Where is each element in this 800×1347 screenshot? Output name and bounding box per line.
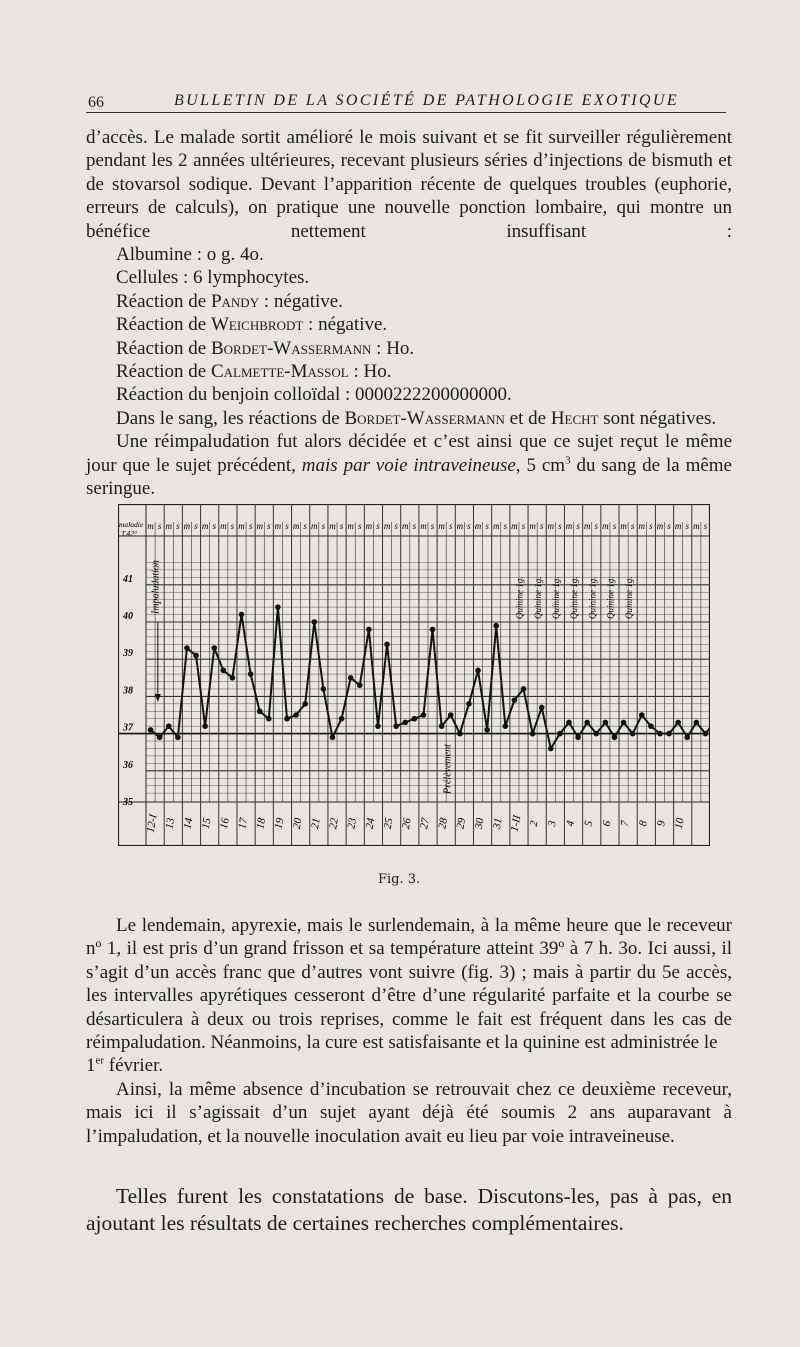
slot-label: s <box>376 521 380 531</box>
slot-label: m <box>547 521 555 531</box>
paragraph-intro: d’accès. Le malade sortit amélioré le mois suivant et se fit surveiller régulièrement pendant les 2 années ultérieures, recevant plusieurs séries d’injections de bismuth et de stovarsol sodique. Devant l’apparition récente de quelques troubles (euphorie, erreurs de calculs), on pratique une nouvelle ponction lombaire, qui montre un bénéfice nettement insuffisant : <box>86 127 732 242</box>
result-calmette-massol: Réaction de Calmette-Massol : Ho. <box>116 361 392 383</box>
day-label: 5 <box>582 819 596 828</box>
temperature-point <box>666 731 672 737</box>
temperature-point <box>539 705 545 711</box>
slot-label: m <box>383 521 391 531</box>
impaludation-arrowhead <box>155 694 161 702</box>
day-label: 13 <box>163 817 178 830</box>
figure-caption: Fig. 3. <box>378 872 421 887</box>
slot-label: m <box>183 521 191 531</box>
slot-label: s <box>321 521 326 531</box>
temperature-point <box>466 701 472 707</box>
day-label: 6 <box>600 819 614 828</box>
temperature-point <box>439 723 445 729</box>
temperature-point <box>493 623 499 629</box>
body-text-final <box>86 1183 732 1237</box>
corner-label-line2: T.42° <box>121 529 137 538</box>
slot-label: m <box>165 521 172 531</box>
day-label: 9 <box>655 819 668 828</box>
slot-label: m <box>456 521 464 531</box>
result-pandy: Réaction de Pandy : négative. <box>116 290 343 312</box>
slot-label: s <box>394 521 398 531</box>
slot-label: m <box>238 521 245 531</box>
slot-label: s <box>212 521 216 531</box>
temperature-point <box>412 716 418 722</box>
temperature-point <box>221 668 227 674</box>
day-label: 23 <box>345 817 360 830</box>
temperature-point <box>202 723 208 729</box>
slot-label: m <box>620 521 627 531</box>
temperature-point <box>339 716 345 722</box>
slot-label: s <box>339 521 344 531</box>
slot-label: m <box>438 521 445 531</box>
quinine-label: Quinine 1g. <box>532 576 543 619</box>
impaludation-label: Impaludation <box>150 560 162 614</box>
slot-label: m <box>147 521 154 531</box>
temperature-point <box>530 731 536 737</box>
day-label: 10 <box>672 817 687 830</box>
temperature-point <box>639 712 645 718</box>
temperature-point <box>448 712 454 718</box>
paragraph-telles: Telles furent les constatations de base. Discutons-les, pas à pas, en ajoutant les résultats de certaines recherches complémentaires. <box>86 1184 732 1235</box>
slot-label: s <box>230 521 235 531</box>
slot-label: s <box>412 521 417 531</box>
slot-label: m <box>583 521 591 531</box>
temperature-point <box>148 727 154 733</box>
temperature-point <box>348 675 354 681</box>
temperature-point <box>457 731 463 737</box>
header-rule <box>86 112 726 113</box>
paragraph-lendemain: Le lendemain, apyrexie, mais le surlendemain, à la même heure que le receveur nº 1, il est pris d’un grand frisson et sa température atteint 39º à 7 h. 3o. Ici aussi, il s’agit d’un accès franc que d’autres vont suivre (fig. 3) ; mais à partir du 5e accès, les intervalles apyrétiques cesseront d’être d’une régularité parfaite et la courbe se désarticulera à deux ou trois reprises, comme le fait est fréquent dans les cas de réimpaludation. Néanmoins, la cure est satisfaisante et la quinine est administrée le <box>86 915 732 1054</box>
temperature-point <box>648 723 654 729</box>
slot-label: s <box>267 521 271 531</box>
day-label: 15 <box>199 817 214 830</box>
temperature-point <box>566 720 572 726</box>
result-benjoin: Réaction du benjoin colloïdal : 0000222200000000. <box>116 384 512 406</box>
temperature-point <box>430 627 436 633</box>
slot-label: m <box>492 521 500 531</box>
slot-label: m <box>347 521 354 531</box>
slot-label: s <box>685 521 690 531</box>
temperature-point <box>193 653 199 659</box>
body-text-bottom <box>86 914 732 1148</box>
temperature-point <box>284 716 290 722</box>
temperature-point <box>503 723 509 729</box>
temperature-point <box>630 731 636 737</box>
slot-label: m <box>329 521 336 531</box>
slot-label: m <box>693 521 700 531</box>
temperature-point <box>330 735 336 741</box>
day-label: 18 <box>254 817 269 830</box>
temperature-point <box>357 682 363 688</box>
slot-label: s <box>576 521 580 531</box>
slot-label: m <box>511 521 518 531</box>
temperature-point <box>375 723 381 729</box>
quinine-label: Quinine 1g. <box>587 576 598 619</box>
day-label: 1-II <box>508 814 524 833</box>
page-number: 66 <box>88 94 104 111</box>
y-tick-label: 35 <box>123 797 133 808</box>
slot-label: s <box>157 521 162 531</box>
slot-label: m <box>474 521 482 531</box>
temperature-point <box>484 727 490 733</box>
day-label: 22 <box>327 817 341 830</box>
y-tick-labels <box>122 574 134 808</box>
day-label: 8 <box>636 819 650 828</box>
slot-label: m <box>311 521 318 531</box>
slot-label: m <box>529 521 536 531</box>
temperature-point <box>703 731 709 737</box>
quinine-label: Quinine 1g. <box>569 576 580 619</box>
slot-label: m <box>292 521 300 531</box>
temperature-point <box>612 735 618 741</box>
temperature-point <box>211 645 217 651</box>
temperature-point <box>293 712 299 718</box>
temperature-point <box>184 645 190 651</box>
slot-label: s <box>667 521 671 531</box>
slot-label: s <box>503 521 508 531</box>
body-text-top <box>86 126 732 501</box>
day-label: 24 <box>363 817 378 830</box>
day-labels <box>145 812 687 833</box>
temperature-point <box>475 668 481 674</box>
chart-grid <box>118 504 710 846</box>
slot-label: m <box>402 521 409 531</box>
slot-label: s <box>594 521 599 531</box>
temperature-chart <box>118 504 710 846</box>
paragraph-sang: Dans le sang, les réactions de Bordet-Wassermann et de Hecht sont négatives. <box>116 407 717 429</box>
slot-label: s <box>176 521 180 531</box>
temperature-point <box>584 720 590 726</box>
quinine-label: Quinine 1g. <box>514 576 525 619</box>
day-label: 7 <box>618 819 632 828</box>
slot-label: s <box>358 521 362 531</box>
slot-label: s <box>303 521 307 531</box>
day-label: 3 <box>546 819 559 828</box>
temperature-point <box>239 612 245 618</box>
temperature-point <box>366 627 372 633</box>
day-label: 12-I <box>144 813 160 834</box>
chart-frame <box>119 505 710 846</box>
corner-label-line1: maladie <box>119 520 144 529</box>
slot-label: m <box>256 521 263 531</box>
slot-label: s <box>630 521 635 531</box>
slot-label: m <box>674 521 682 531</box>
day-label: 27 <box>418 817 432 830</box>
day-label: 19 <box>272 817 287 830</box>
day-label: 20 <box>290 817 305 830</box>
day-label: 2 <box>527 819 541 828</box>
day-label: 14 <box>181 817 196 830</box>
prelevement-label: Prélèvement <box>442 744 454 794</box>
slot-label: s <box>558 521 562 531</box>
day-label: 4 <box>564 819 577 828</box>
result-bordet-wassermann: Réaction de Bordet-Wassermann : Ho. <box>116 337 415 359</box>
temperature-point <box>384 642 390 648</box>
temperature-point <box>421 712 427 718</box>
quinine-label: Quinine 1g. <box>605 576 616 619</box>
temperature-point <box>230 675 236 681</box>
day-label: 16 <box>218 817 232 830</box>
temperature-point <box>266 716 272 722</box>
day-label: 30 <box>472 817 487 830</box>
slot-label: m <box>656 521 664 531</box>
result-cellules: Cellules : 6 lymphocytes. <box>116 267 310 289</box>
slot-label: s <box>285 521 289 531</box>
slot-label: m <box>638 521 646 531</box>
temperature-point <box>593 731 599 737</box>
temperature-point <box>684 735 690 741</box>
day-label: 28 <box>436 817 451 830</box>
temperature-point <box>521 686 527 692</box>
temperature-point <box>311 619 317 625</box>
paragraph-lendemain-end: 1er février. <box>86 1055 164 1077</box>
temperature-point <box>402 720 408 726</box>
result-albumine: Albumine : o g. 4o. <box>116 244 264 266</box>
day-label: 21 <box>309 817 323 830</box>
temperature-point <box>321 686 327 692</box>
y-tick-label: 37 <box>123 722 133 734</box>
temperature-point <box>621 720 627 726</box>
slot-label: s <box>539 521 544 531</box>
quinine-label: Quinine 1g. <box>623 576 634 619</box>
slot-label: s <box>248 521 253 531</box>
temperature-point <box>512 697 518 703</box>
temperature-point <box>675 720 681 726</box>
slot-label: m <box>565 521 573 531</box>
slot-label: s <box>430 521 435 531</box>
temperature-point <box>393 723 399 729</box>
day-label: 29 <box>454 817 469 830</box>
temperature-point <box>257 708 263 714</box>
temperature-point <box>302 701 308 707</box>
slot-label: m <box>602 521 609 531</box>
slot-label: s <box>194 521 198 531</box>
slot-labels <box>147 521 707 531</box>
temperature-points <box>148 604 710 751</box>
slot-label: m <box>201 521 209 531</box>
result-weichbrodt: Réaction de Weichbrodt : négative. <box>116 314 388 336</box>
slot-label: m <box>365 521 373 531</box>
slot-label: s <box>448 521 453 531</box>
temperature-point <box>157 735 163 741</box>
slot-label: s <box>485 521 489 531</box>
temperature-point <box>548 746 554 752</box>
slot-label: m <box>420 521 427 531</box>
temperature-point <box>248 671 254 677</box>
y-tick-label: 39 <box>123 648 133 660</box>
temperature-point <box>166 723 172 729</box>
temperature-point <box>603 720 609 726</box>
temperature-point <box>694 720 700 726</box>
slot-label: s <box>467 521 471 531</box>
y-tick-label: 36 <box>123 759 133 771</box>
y-tick-label: 41 <box>123 573 133 585</box>
slot-label: m <box>220 521 227 531</box>
paragraph-ainsi: Ainsi, la même absence d’incubation se retrouvait chez ce deuxième receveur, mais ici il s’agissait d’un sujet ayant déjà été soumis 2 ans auparavant à l’impaludation, et la nouvelle inoculation avait eu lieu par voie intraveineuse. <box>86 1078 732 1147</box>
day-label: 31 <box>490 817 505 830</box>
temperature-point <box>657 731 663 737</box>
quinine-label: Quinine 1g. <box>550 576 561 619</box>
temperature-point <box>557 731 563 737</box>
slot-label: m <box>274 521 282 531</box>
temperature-point <box>575 735 581 741</box>
day-label: 17 <box>236 817 250 830</box>
slot-label: s <box>521 521 526 531</box>
slot-label: s <box>649 521 653 531</box>
paragraph-reimpaludation: Une réimpaludation fut alors décidée et c’est ainsi que ce sujet reçut le même jour que le sujet précédent, mais par voie intraveineuse, 5 $cm^3$ du sang de la même seringue. <box>86 431 732 500</box>
temperature-point <box>275 604 281 610</box>
slot-label: s <box>703 521 708 531</box>
journal-title: BULLETIN DE LA SOCIÉTÉ DE PATHOLOGIE EXOTIQUE <box>174 92 680 109</box>
chart-annotations <box>151 560 634 795</box>
temperature-point <box>175 735 181 741</box>
day-label: 25 <box>381 817 396 830</box>
y-tick-label: 38 <box>123 685 133 697</box>
day-label: 26 <box>399 817 414 830</box>
slot-label: s <box>612 521 617 531</box>
y-tick-label: 40 <box>123 611 133 622</box>
